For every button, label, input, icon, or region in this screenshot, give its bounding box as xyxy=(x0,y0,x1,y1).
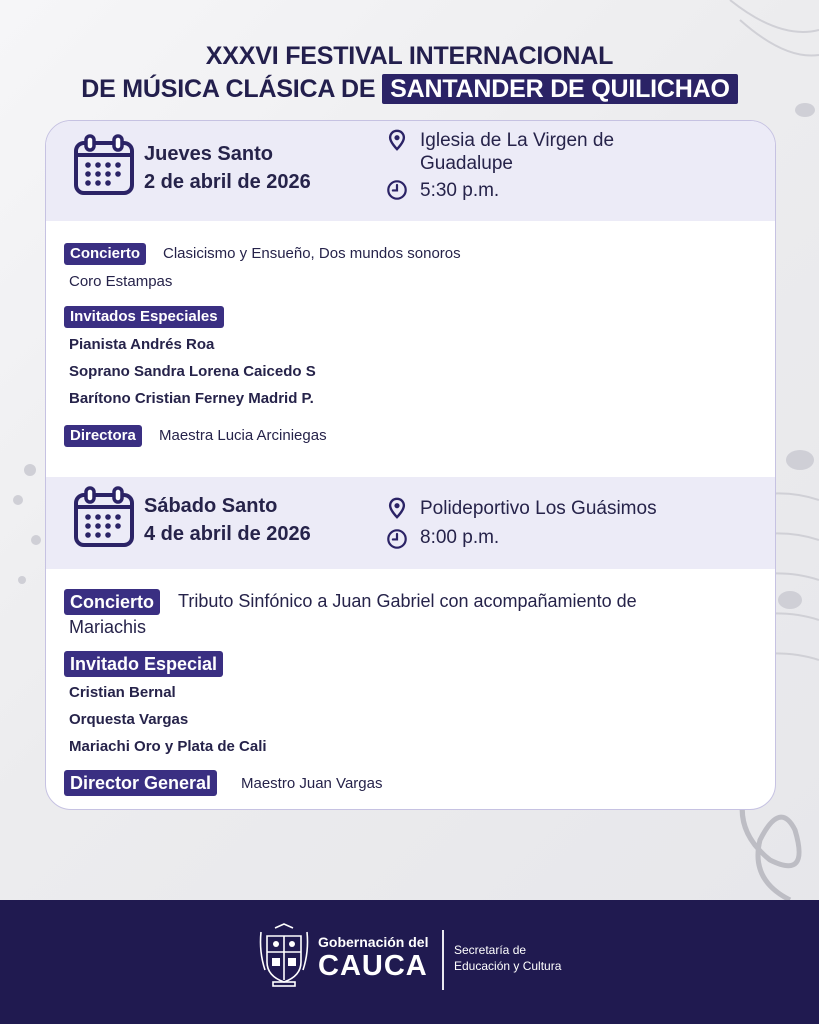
event-2-guests-tag: Invitado Especial xyxy=(64,651,223,677)
department-line-1: Secretaría de xyxy=(454,943,527,957)
event-2-guest: Orquesta Vargas xyxy=(69,711,189,728)
event-2-date: 4 de abril de 2026 xyxy=(144,523,311,545)
location-pin-icon xyxy=(386,497,408,519)
event-1-concert-tag: Concierto xyxy=(64,243,146,265)
event-2-concert-title-line-2: Mariachis xyxy=(69,617,147,637)
department-line-2: Educación y Cultura xyxy=(454,959,562,973)
event-1-director-name: Maestra Lucia Arciniegas xyxy=(159,427,327,444)
event-2-director-tag: Director General xyxy=(64,770,217,796)
title-line-2-prefix: DE MÚSICA CLÁSICA DE xyxy=(81,75,376,103)
festival-title xyxy=(0,40,819,106)
department-name xyxy=(454,942,561,974)
event-2-location: Polideportivo Los Guásimos xyxy=(420,498,657,519)
event-1-concert-title: Clasicismo y Ensueño, Dos mundos sonoros xyxy=(163,245,461,262)
event-1-guests-tag: Invitados Especiales xyxy=(64,306,224,328)
clock-icon xyxy=(386,179,408,201)
event-1-time: 5:30 p.m. xyxy=(420,180,500,201)
event-1-location-line-1: Iglesia de La Virgen de xyxy=(420,130,615,151)
event-2-concert-title: Tributo Sinfónico a Juan Gabriel con acompañamiento de xyxy=(178,591,637,611)
title-line-1: XXXVI FESTIVAL INTERNACIONAL xyxy=(205,42,614,70)
footer-divider xyxy=(442,930,444,990)
schedule-card xyxy=(45,120,776,810)
event-1-location-line-2: Guadalupe xyxy=(420,153,513,174)
event-1-day: Jueves Santo xyxy=(144,143,273,165)
event-1-date: 2 de abril de 2026 xyxy=(144,171,311,193)
title-highlight: SANTANDER DE QUILICHAO xyxy=(382,74,738,104)
event-2-time: 8:00 p.m. xyxy=(420,527,500,548)
title-line-2 xyxy=(0,73,819,106)
event-1-guest: Barítono Cristian Ferney Madrid P. xyxy=(69,390,314,407)
event-2-concert-tag: Concierto xyxy=(64,589,160,615)
event-1-guest: Soprano Sandra Lorena Caicedo S xyxy=(69,363,316,380)
event-2-guest: Mariachi Oro y Plata de Cali xyxy=(69,738,267,755)
clock-icon xyxy=(386,528,408,550)
event-1-guest: Pianista Andrés Roa xyxy=(69,336,215,353)
org-name-line-1: Gobernación del xyxy=(318,934,429,950)
event-2-guest: Cristian Bernal xyxy=(69,684,176,701)
footer xyxy=(0,900,819,1024)
location-pin-icon xyxy=(386,129,408,151)
event-2-day: Sábado Santo xyxy=(144,495,278,517)
event-2-director-name: Maestro Juan Vargas xyxy=(241,775,383,792)
event-1-concert-group: Coro Estampas xyxy=(69,273,173,290)
calendar-icon xyxy=(72,485,136,549)
calendar-icon xyxy=(72,133,136,197)
org-name-line-2: CAUCA xyxy=(318,950,428,982)
coat-of-arms-icon xyxy=(257,922,311,988)
event-1-director-tag: Directora xyxy=(64,425,142,447)
